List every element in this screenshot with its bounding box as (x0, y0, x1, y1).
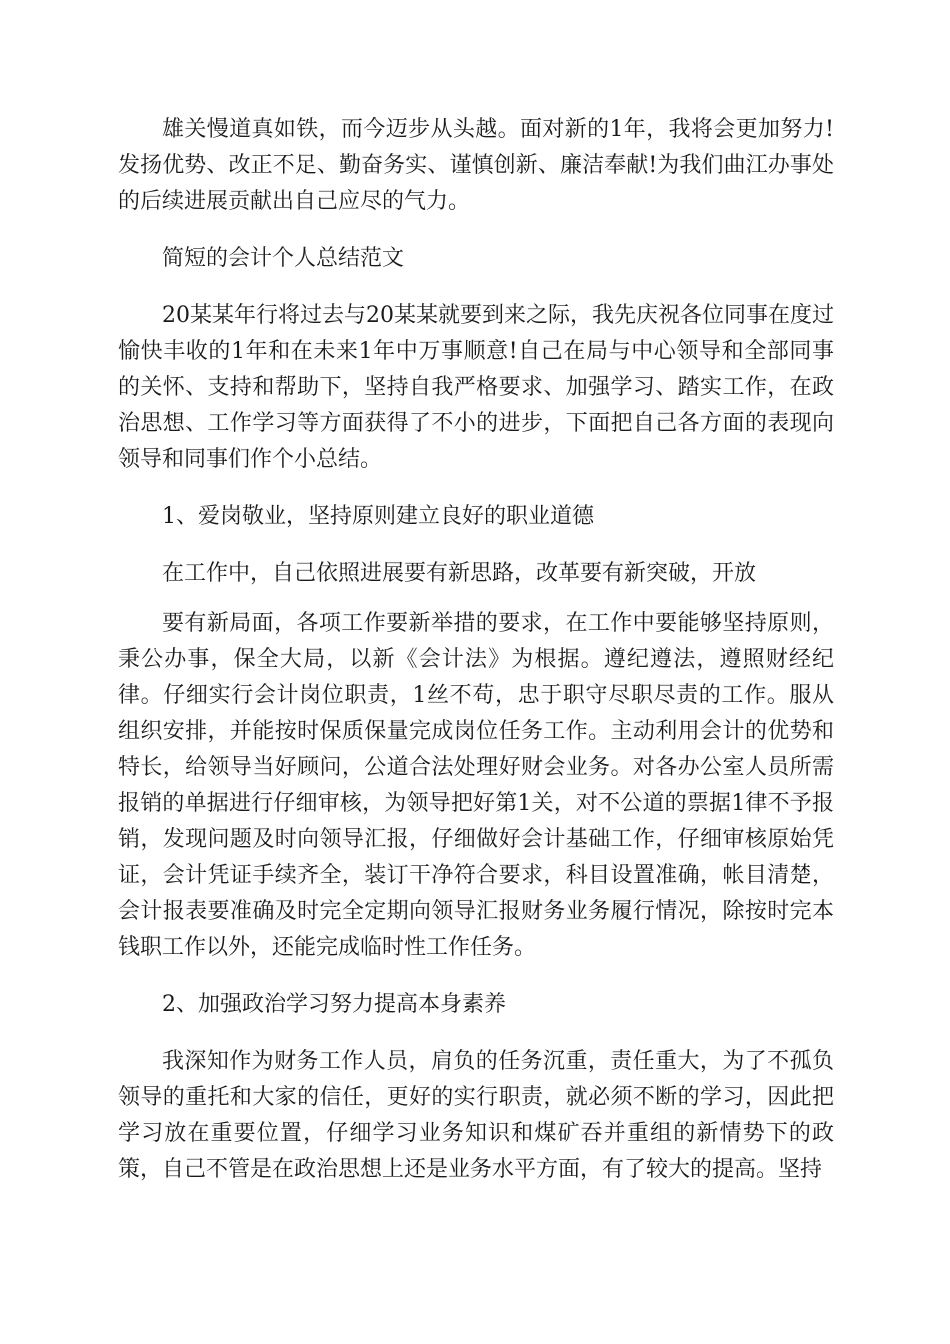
section-1-paragraph-b: 要有新局面，各项工作要新举措的要求，在工作中要能够坚持原则，秉公办事，保全大局，以新《会计法》为根据。遵纪遵法，遵照财经纪律。仔细实行会计岗位职责，1丝不苟，忠于职守尽职尽责的工作。服从组织安排，并能按时保质保量完成岗位任务工作。主动利用会计的优势和特长，给领导当好顾问，公道合法处理好财会业务。对各办公室人员所需报销的单据进行仔细审核，为领导把好第1关，对不公道的票据1律不予报销，发现问题及时向领导汇报，仔细做好会计基础工作，仔细审核原始凭证，会计凭证手续齐全，装订干净符合要求，科目设置准确，帐目清楚，会计报表要准确及时完全定期向领导汇报财务业务履行情况，除按时完本钱职工作以外，还能完成临时性工作任务。 (118, 611, 834, 960)
document-page (118, 112, 834, 1209)
document-title: 简短的会计个人总结范文 (162, 246, 405, 271)
closing-paragraph: 雄关慢道真如铁，而今迈步从头越。面对新的1年，我将会更加努力!发扬优势、改正不足、勤奋务实、谨慎创新、廉洁奉献!为我们曲江办事处的后续进展贡献出自己应尽的气力。 (118, 117, 834, 214)
section-2-paragraph: 我深知作为财务工作人员，肩负的任务沉重，责任重大，为了不孤负领导的重托和大家的信任，更好的实行职责，就必须不断的学习，因此把学习放在重要位置，仔细学习业务知识和煤矿吞并重组的新情势下的政策，自己不管是在政治思想上还是业务水平方面，有了较大的提高。坚持 (118, 1049, 834, 1182)
section-heading-1: 1、爱岗敬业，坚持原则建立良好的职业道德 (162, 504, 594, 529)
section-heading-2: 2、加强政治学习努力提高本身素养 (162, 992, 506, 1017)
section-1-paragraph-a: 在工作中，自己依照进展要有新思路，改革要有新突破，开放 (162, 561, 757, 586)
intro-paragraph: 20某某年行将过去与20某某就要到来之际，我先庆祝各位同事在度过愉快丰收的1年和在未来1年中万事顺意!自己在局与中心领导和全部同事的关怀、支持和帮助下，坚持自我严格要求、加强学习、踏实工作，在政治思想、工作学习等方面获得了不小的进步，下面把自己各方面的表现向领导和同事们作个小总结。 (118, 303, 834, 472)
